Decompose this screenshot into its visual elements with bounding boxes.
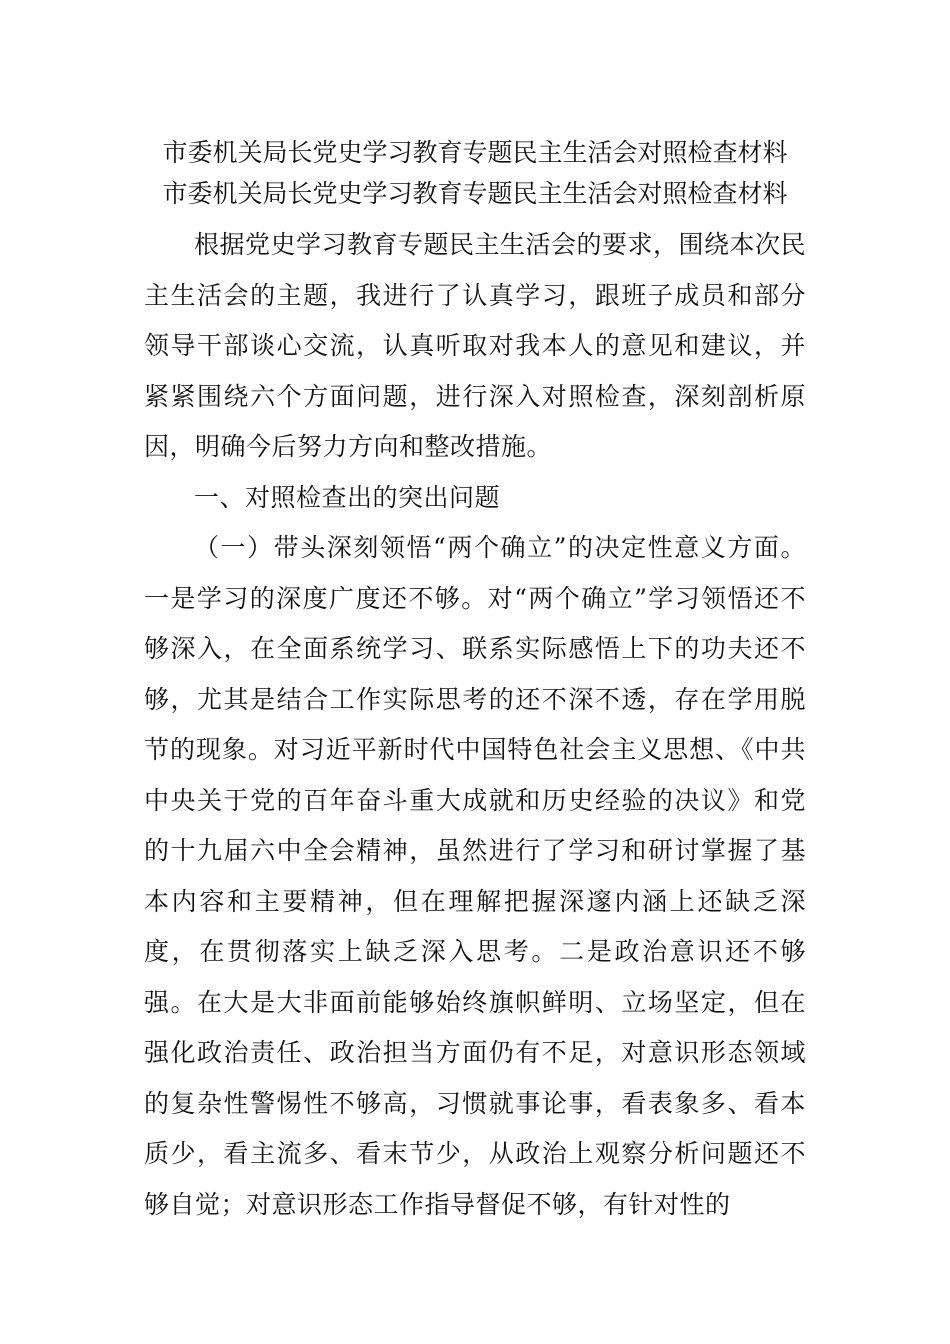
document-body xyxy=(144,132,806,1230)
body-paragraph: （一）带头深刻领悟“两个确立”的决定性意义方面。一是学习的深度广度还不够。对“两个确立”学习领悟还不够深入，在全面系统学习、联系实际感悟上下的功夫还不够，尤其是结合工作实际思考的还不深不透，存在学用脱节的现象。对习近平新时代中国特色社会主义思想、《中共中央关于党的百年奋斗重大成就和历史经验的决议》和党的十九届六中全会精神，虽然进行了学习和研讨掌握了基本内容和主要精神，但在理解把握深邃内涵上还缺乏深度，在贯彻落实上缺乏深入思考。二是政治意识还不够强。在大是大非面前能够始终旗帜鲜明、立场坚定，但在强化政治责任、政治担当方面仍有不足，对意识形态领域的复杂性警惕性不够高，习惯就事论事，看表象多、看本质少，看主流多、看末节少，从政治上观察分析问题还不够自觉；对意识形态工作指导督促不够，有针对性的 xyxy=(144,533,806,1219)
document-title-repeat: 市委机关局长党史学习教育专题民主生活会对照检查材料 xyxy=(162,179,788,208)
document-title: 市委机关局长党史学习教育专题民主生活会对照检查材料 xyxy=(162,138,788,167)
intro-paragraph: 根据党史学习教育专题民主生活会的要求，围绕本次民主生活会的主题，我进行了认真学习，跟班子成员和部分领导干部谈心交流，认真听取对我本人的意见和建议，并紧紧围绕六个方面问题，进行深入对照检查，深刻剖析原因，明确今后努力方向和整改措施。 xyxy=(144,230,807,461)
section-heading: 一、对照检查出的突出问题 xyxy=(194,482,501,512)
